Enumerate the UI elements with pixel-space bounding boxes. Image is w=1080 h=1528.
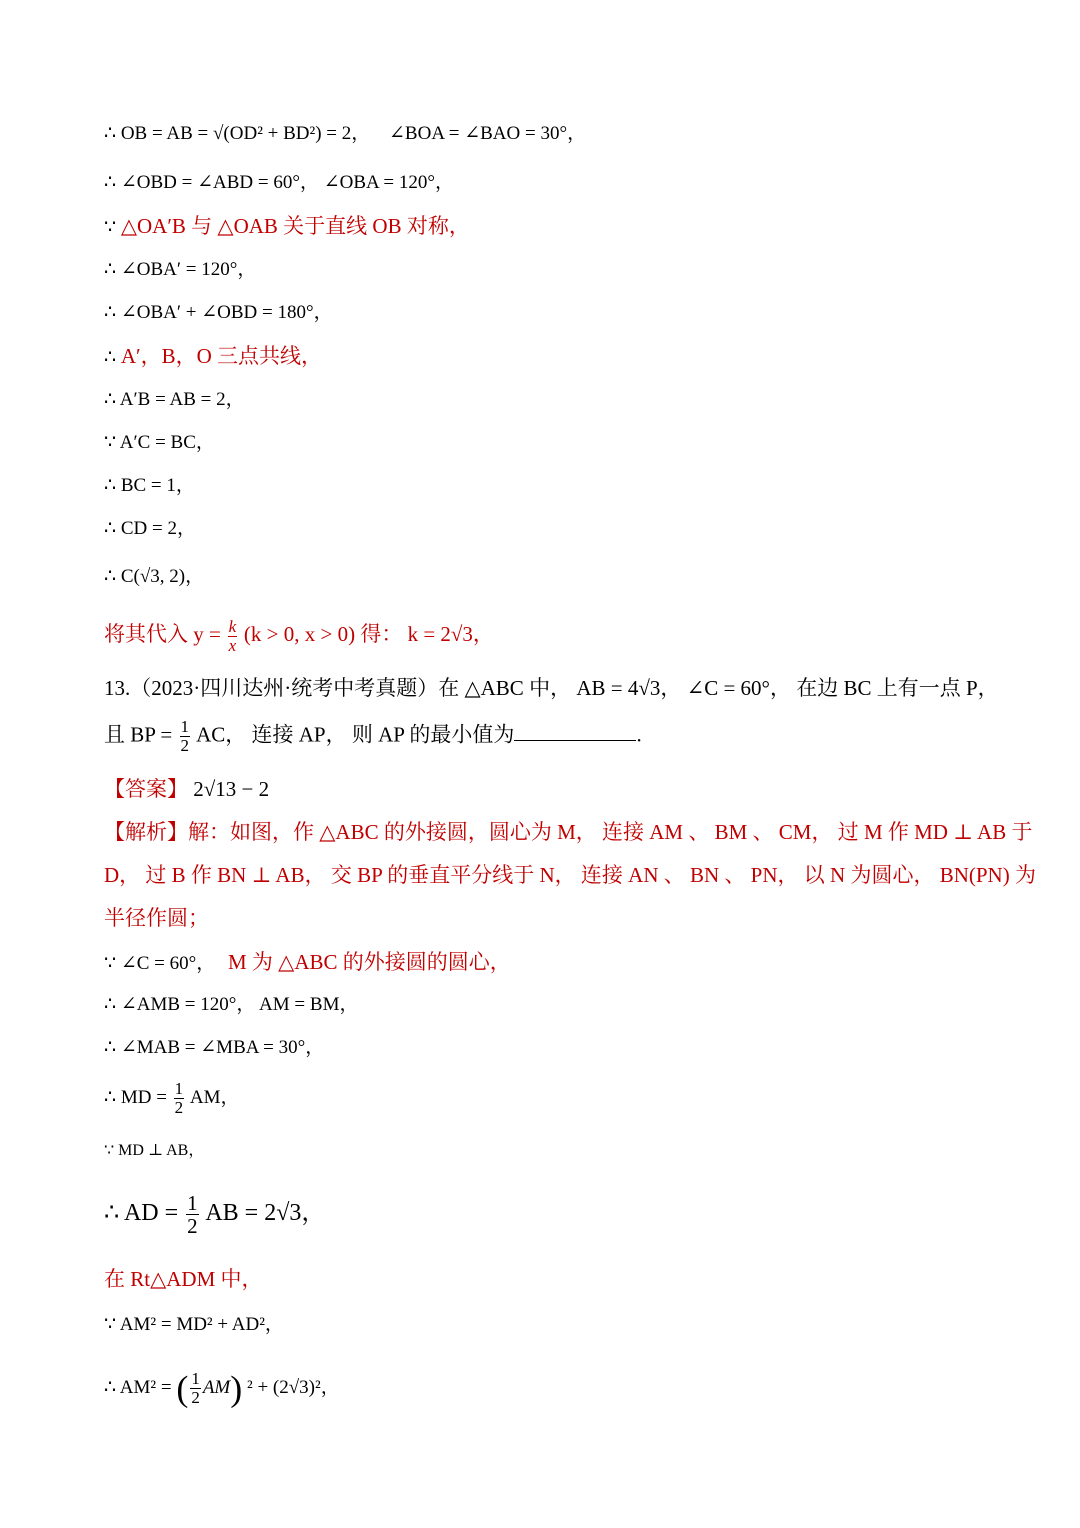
text-angle-mab: ∴ ∠MAB = ∠MBA = 30°， — [104, 1037, 325, 1058]
text-pythagoras: ∵ AM² = MD² + AD²， — [104, 1314, 284, 1335]
text-bc: ∴ BC = 1， — [104, 475, 195, 496]
solution-line1 — [104, 819, 1032, 845]
fraction-denominator: 2 — [180, 736, 189, 755]
question-13-line1 — [104, 675, 999, 701]
answer-label: 【答案】 — [104, 777, 188, 801]
line-ob-ab — [104, 121, 586, 147]
fraction-numerator: 1 — [191, 1369, 200, 1388]
fraction-numerator: k — [228, 617, 237, 636]
line-md — [104, 1080, 240, 1117]
text-question-13: 13.（2023·四川达州·统考中考真题）在 △ABC 中， AB = 4√3， ∠C = 60°， 在边 BC 上有一点 P， — [104, 676, 999, 700]
fraction-numerator: 1 — [180, 717, 189, 736]
text-md-equals: ∴ MD = — [104, 1086, 167, 1108]
fraction-denominator: 2 — [187, 1214, 198, 1238]
answer-line — [104, 776, 269, 802]
line-point-c — [104, 564, 204, 590]
line-rt-triangle — [104, 1266, 263, 1292]
answer-value: 2√13 − 2 — [193, 777, 270, 801]
line-collinear — [104, 343, 322, 371]
text-solution-2: D， 过 B 作 BN ⊥ AB， 交 BP 的垂直平分线于 N， 连接 AN 、 BN 、 PN， 以 N 为圆心， BN(PN) 为 — [104, 863, 1036, 887]
question-13-line2 — [104, 718, 642, 755]
fraction-denominator: 2 — [174, 1098, 184, 1117]
text-solution-1: 【解析】解：如图，作 △ABC 的外接圆，圆心为 M， 连接 AM 、 BM 、 CM， 过 M 作 MD ⊥ AB 于 — [104, 820, 1033, 844]
line-am-squared — [104, 1370, 340, 1407]
text-rt-triangle: 在 Rt△ADM 中， — [104, 1267, 263, 1291]
line-pythagoras — [104, 1312, 284, 1338]
text-angle-obd: ∴ ∠OBD = ∠ABD = 60°， ∠OBA = 120°， — [104, 172, 454, 193]
text-angle-sum: ∴ ∠OBA′ + ∠OBD = 180°， — [104, 302, 333, 323]
fraction-one-half — [180, 718, 191, 755]
right-paren: ) — [230, 1368, 243, 1409]
text-symmetric: △OA′B 与 △OAB 关于直线 OB 对称， — [120, 214, 470, 238]
text-am: AM — [202, 1376, 231, 1398]
fraction-one-half — [174, 1080, 185, 1117]
fraction-denominator: 2 — [191, 1388, 200, 1407]
fraction-denominator: x — [228, 636, 237, 655]
fraction-k-over-x — [228, 618, 238, 655]
text-am-squared-equals: ∴ AM² = — [104, 1376, 172, 1398]
fraction-one-half — [186, 1192, 199, 1237]
solution-line2 — [104, 862, 1036, 888]
line-angle-c — [104, 949, 511, 977]
text-ap-minimum: AC， 连接 AP， 则 AP 的最小值为 — [196, 722, 515, 747]
solution-line3 — [104, 905, 209, 931]
line-a-prime-c — [104, 430, 215, 456]
line-angle-obd — [104, 170, 454, 196]
line-ad — [104, 1192, 325, 1237]
therefore-symbol: ∴ — [104, 347, 121, 368]
text-ad-equals: ∴ AD = — [104, 1200, 179, 1227]
line-substitute — [104, 618, 494, 655]
text-solution-3: 半径作圆； — [104, 906, 209, 930]
text-cd: ∴ CD = 2， — [104, 518, 196, 539]
line-angle-oba-prime — [104, 257, 256, 283]
text-circumcenter: M 为 △ABC 的外接圆的圆心， — [228, 950, 511, 974]
line-cd — [104, 516, 196, 542]
fraction-numerator: 1 — [174, 1079, 184, 1098]
text-a-prime-b: ∴ A′B = AB = 2， — [104, 389, 245, 410]
text-ob-equals-ab: ∴ OB = AB = √(OD² + BD²) = 2， — [104, 123, 371, 144]
answer-blank — [514, 722, 636, 741]
fraction-one-half — [190, 1370, 201, 1407]
text-k-value: (k > 0, x > 0) 得： k = 2√3， — [243, 621, 494, 646]
line-md-perp-ab — [104, 1138, 204, 1164]
line-symmetric — [104, 213, 470, 241]
text-substitute: 将其代入 y = — [104, 621, 221, 646]
line-angle-sum — [104, 300, 333, 326]
line-angle-mab — [104, 1035, 324, 1061]
line-angle-amb — [104, 992, 358, 1018]
text-expansion: ² + (2√3)²， — [247, 1376, 340, 1398]
text-am: AM， — [189, 1086, 240, 1108]
because-symbol: ∵ — [104, 217, 121, 238]
text-ab-value: AB = 2√3， — [205, 1200, 326, 1227]
text-angle-c: ∵ ∠C = 60°， — [104, 953, 216, 974]
line-bc — [104, 473, 195, 499]
text-a-prime-c: ∵ A′C = BC， — [104, 432, 215, 453]
left-paren: ( — [176, 1368, 189, 1409]
text-period: . — [636, 722, 642, 747]
line-a-prime-b — [104, 387, 245, 413]
text-bp-equals: 且 BP = — [104, 722, 173, 747]
text-collinear: A′，B，O 三点共线， — [120, 344, 323, 368]
text-angle-amb: ∴ ∠AMB = 120°， AM = BM， — [104, 994, 359, 1015]
text-angle-oba-prime: ∴ ∠OBA′ = 120°， — [104, 259, 257, 280]
text-angle-boa: ∠BOA = ∠BAO = 30°， — [389, 123, 587, 144]
text-point-c: ∴ C(√3, 2)， — [104, 566, 205, 587]
text-md-perp-ab: ∵ MD ⊥ AB， — [104, 1142, 205, 1159]
fraction-numerator: 1 — [187, 1191, 198, 1215]
